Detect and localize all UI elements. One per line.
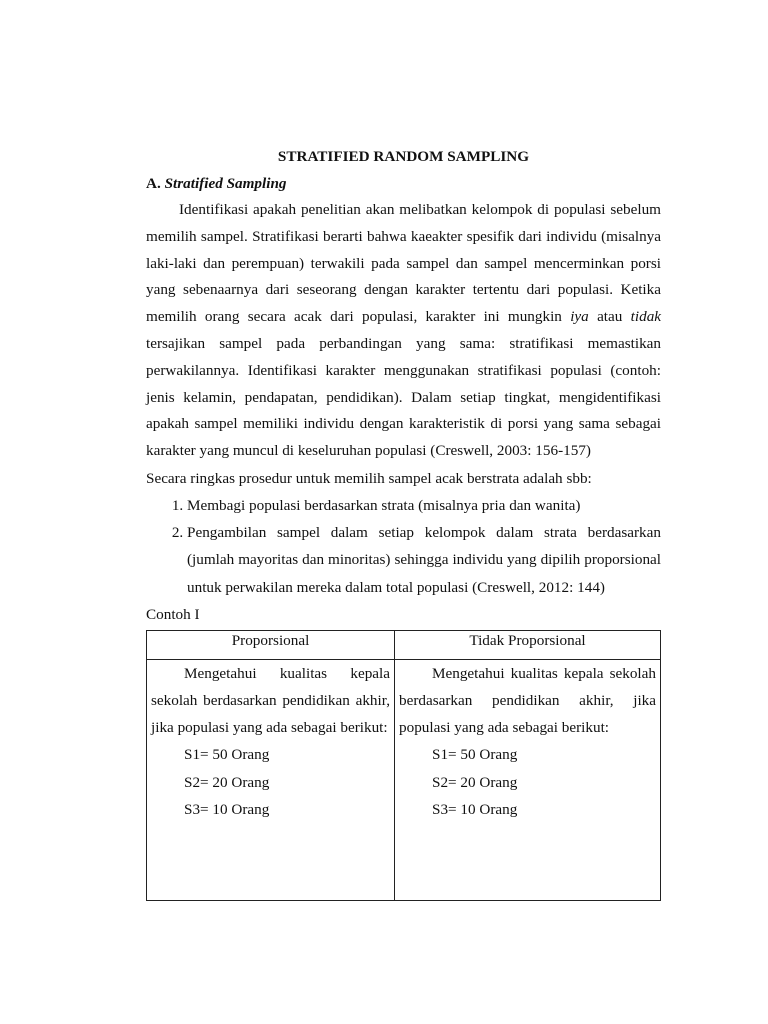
emphasis-tidak: tidak [630,308,662,326]
population-item: S1= 50 Orang [432,746,518,764]
document-body [146,143,661,901]
table-cell-tidak-proporsional [395,659,661,900]
page-title: STRATIFIED RANDOM SAMPLING [277,148,530,165]
example-label: Contoh I [146,605,200,623]
procedure-list [146,492,661,601]
table-header-tidak-proporsional: Tidak Proporsional [395,630,661,659]
emphasis-iya: iya [570,308,589,326]
table-row [147,659,661,900]
population-item: S3= 10 Orang [432,800,518,818]
comparison-table [146,630,661,901]
table-cell-proporsional [147,659,395,900]
list-item: 1. Membagi populasi berdasarkan strata (misalnya pria dan wanita) [187,492,661,519]
population-item: S3= 10 Orang [184,800,270,818]
table-header-proporsional: Proporsional [147,630,395,659]
list-item: 2. Pengambilan sampel dalam setiap kelompok dalam strata berdasarkan (jumlah mayoritas dan minoritas) sehingga individu yang dipilih proporsional untuk perwakilan mereka dalam total populasi (Creswell, 2012: 144) [187,519,661,601]
summary-intro: Secara ringkas prosedur untuk memilih sampel acak berstrata adalah sbb: [146,469,592,487]
paragraph-text-3: tersajikan sampel pada perbandingan yang sama: stratifikasi memastikan perwakilannya. Identifikasi karakter menggunakan stratifikasi populasi (contoh: jenis kelamin, pendapatan, pendidikan). Dalam setiap tingkat, mengidentifikasi apakah sampel memiliki individu dengan karakteristik di porsi yang sama sebagai karakter yang muncul di keseluruhan populasi (Creswell, 2003: 156-157) [146,334,661,460]
section-heading [146,170,661,197]
section-prefix: A. [146,175,161,192]
population-item: S2= 20 Orang [432,773,518,791]
population-item: S1= 50 Orang [184,746,270,764]
cell-text: Mengetahui kualitas kepala sekolah berdasarkan pendidikan akhir, jika populasi yang ada sebagai berikut: [399,664,656,737]
cell-text: Mengetahui kualitas kepala sekolah berdasarkan pendidikan akhir, jika populasi yang ada sebagai berikut: [151,664,390,737]
paragraph-text-2: atau [597,308,623,326]
section-label: Stratified Sampling [164,175,287,192]
paragraph-text-1: Identifikasi apakah penelitian akan melibatkan kelompok di populasi sebelum memilih sampel. Stratifikasi berarti bahwa kaeakter spesifik dari individu (misalnya laki-laki dan perempuan) terwakili pada sampel dan sampel mencerminkan porsi yang sebenaarnya dari seseorang dengan karakter tertentu dari populasi. Ketika memilih orang secara acak dari populasi, karakter ini mungkin [146,201,661,326]
table-header-row [147,630,661,659]
population-item: S2= 20 Orang [184,773,270,791]
body-paragraph [146,197,661,465]
